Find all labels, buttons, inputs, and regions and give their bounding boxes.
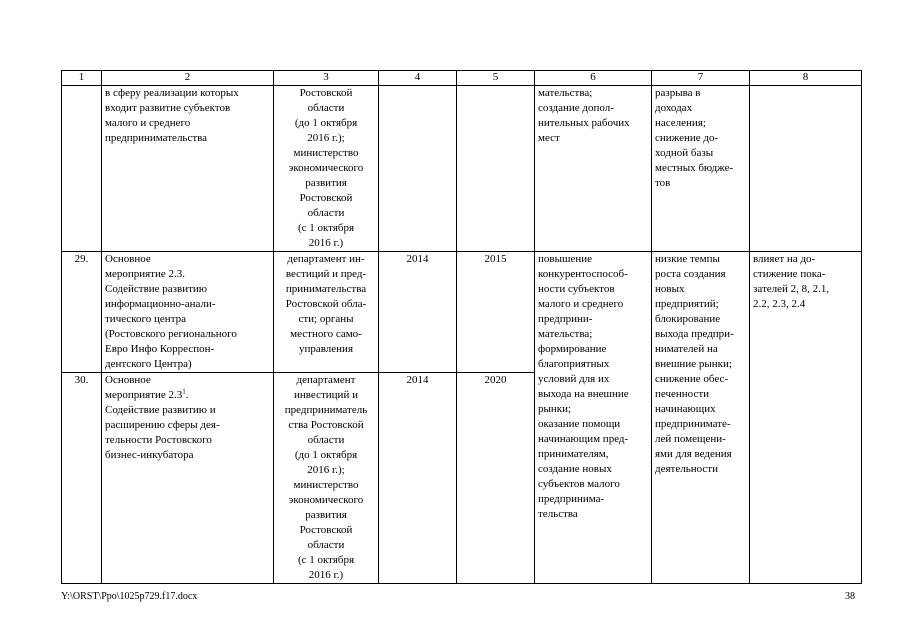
- cont-result-cell: мательства; создание допол- нительных рабочих мест: [535, 86, 652, 252]
- cont-executor-cell: Ростовской области (до 1 октября 2016 г.); министерство экономического развития Ростовской области (с 1 октября 2016 г.): [274, 86, 379, 252]
- row-29-number: 29.: [62, 252, 102, 373]
- header-cell-4: 4: [379, 71, 457, 86]
- footer-file-path: Y:\ORST\Ppo\1025p729.f17.docx: [61, 591, 198, 602]
- table-row-29: [62, 252, 862, 373]
- row-30-name: [102, 373, 274, 584]
- row-30-number: 30.: [62, 373, 102, 584]
- header-cell-6: 6: [535, 71, 652, 86]
- row-30-executor: департамент инвестиций и предприниматель ства Ростовской области (до 1 октября 2016 г.); министерство экономического развития Ростовской области (с 1 октября 2016 г.): [274, 373, 379, 584]
- row-30-name-part-b: . Содействие развитию и расширению сферы дея- тельности Ростовского бизнес-инкубатора: [105, 389, 220, 461]
- row-30-name-superscript: 1: [182, 387, 186, 396]
- cont-consequences-cell: разрыва в доходах населения; снижение до- ходной базы местных бюдже- тов: [652, 86, 750, 252]
- row-30-start-year: 2014: [379, 373, 457, 584]
- header-cell-8: 8: [750, 71, 862, 86]
- merged-result-cell: повышение конкурентоспособ- ности субъектов малого и среднего предприни- мательства; формирование благоприятных условий для их выхода на внешние рынки; оказание помощи начинающим пред- принимателям, создание новых субъектов малого предпринима- тельства: [535, 252, 652, 584]
- cont-start-cell: [379, 86, 457, 252]
- row-29-executor: департамент ин- вестиций и пред- принимательства Ростовской обла- сти; органы местного само- управления: [274, 252, 379, 373]
- cont-num-cell: [62, 86, 102, 252]
- cont-end-cell: [457, 86, 535, 252]
- cont-name-cell: в сферу реализации которых входит развитие субъектов малого и среднего предпринимательства: [102, 86, 274, 252]
- program-table: [61, 70, 862, 584]
- row-30-name-part-a: Основное мероприятие 2.3: [105, 374, 183, 401]
- merged-consequences-cell: низкие темпы роста создания новых предприятий; блокирование выхода предпри- нимателей на внешние рынки; снижение обес- печенности начинающих предпринимате- лей помещени- ями для ведения деятельности: [652, 252, 750, 584]
- header-cell-5: 5: [457, 71, 535, 86]
- continuation-row: [62, 86, 862, 252]
- header-cell-1: 1: [62, 71, 102, 86]
- header-cell-2: 2: [102, 71, 274, 86]
- merged-indicators-cell: влияет на до- стижение пока- зателей 2, 8, 2.1, 2.2, 2.3, 2.4: [750, 252, 862, 584]
- header-row: [62, 71, 862, 86]
- row-29-end-year: 2015: [457, 252, 535, 373]
- row-29-name: Основное мероприятие 2.3. Содействие развитию информационно-анали- тического центра (Ростовского регионального Евро Инфо Корреспон- дентского Центра): [102, 252, 274, 373]
- cont-indicators-cell: [750, 86, 862, 252]
- page-number: 38: [845, 591, 855, 602]
- header-cell-3: 3: [274, 71, 379, 86]
- row-29-start-year: 2014: [379, 252, 457, 373]
- header-cell-7: 7: [652, 71, 750, 86]
- row-30-end-year: 2020: [457, 373, 535, 584]
